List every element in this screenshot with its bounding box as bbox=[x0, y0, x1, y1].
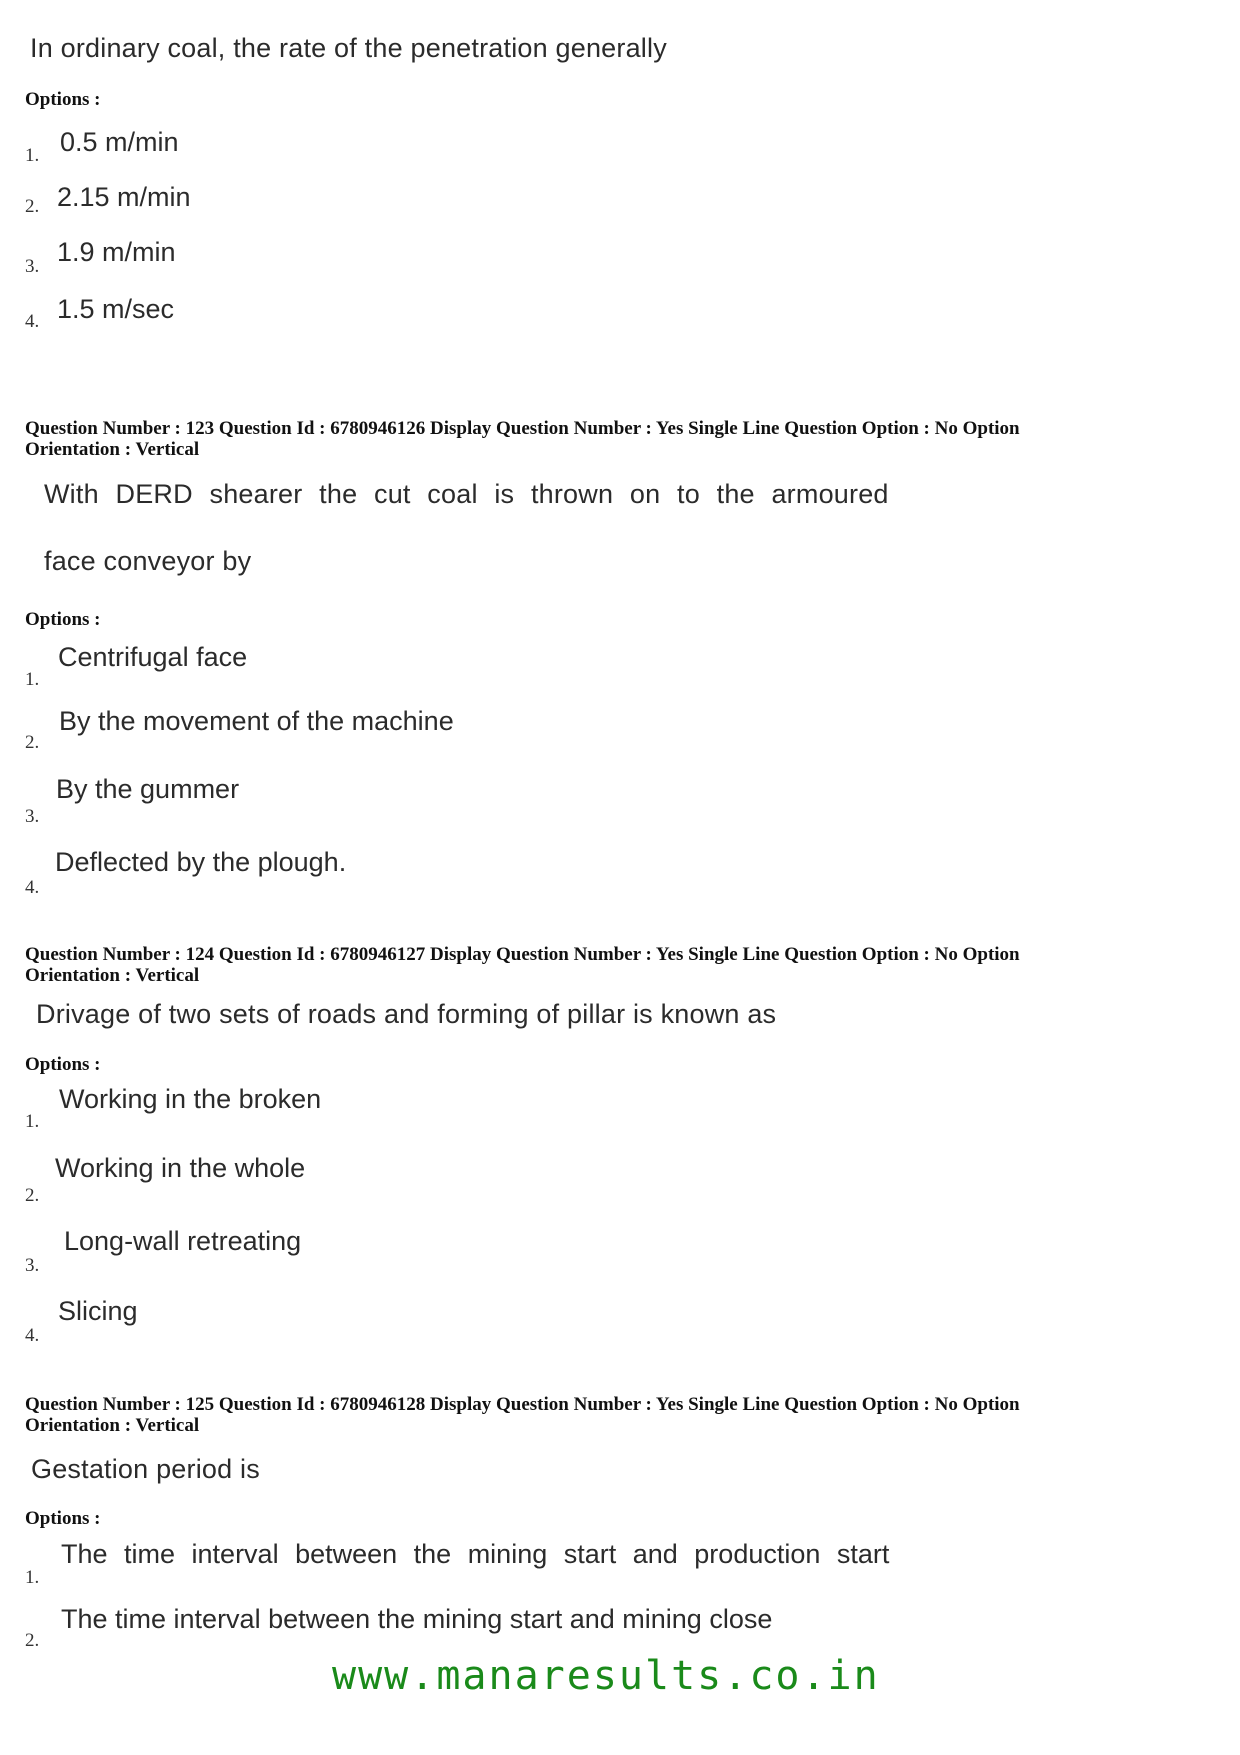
option-text: 1.5 m/sec bbox=[57, 294, 175, 324]
question-124-meta-line2: Orientation : Vertical bbox=[25, 965, 200, 986]
question-123-meta-line1: Question Number : 123 Question Id : 6780946126 Display Question Number : Yes Single Line Question Option : No Option bbox=[25, 418, 1020, 439]
option-number: 3. bbox=[25, 1255, 40, 1276]
option-number: 4. bbox=[25, 1325, 40, 1346]
option-number: 2. bbox=[25, 1630, 40, 1651]
question-124-text: Drivage of two sets of roads and forming of pillar is known as bbox=[36, 999, 777, 1029]
option-text: The time interval between the mining start and production start bbox=[61, 1539, 890, 1569]
option-text: Working in the whole bbox=[55, 1153, 306, 1183]
option-number: 1. bbox=[25, 1111, 40, 1132]
footer-url: www.manaresults.co.in bbox=[332, 1653, 880, 1699]
options-label: Options : bbox=[25, 1508, 101, 1529]
option-text: Slicing bbox=[58, 1296, 138, 1326]
option-number: 1. bbox=[25, 1567, 40, 1588]
option-number: 2. bbox=[25, 1185, 40, 1206]
option-number: 4. bbox=[25, 311, 40, 332]
options-label: Options : bbox=[25, 609, 101, 630]
question-125-text: Gestation period is bbox=[31, 1454, 260, 1484]
option-text: 2.15 m/min bbox=[57, 182, 191, 212]
options-label: Options : bbox=[25, 89, 101, 110]
options-label: Options : bbox=[25, 1054, 101, 1075]
option-text: By the movement of the machine bbox=[59, 706, 454, 736]
question-125-meta-line2: Orientation : Vertical bbox=[25, 1415, 200, 1436]
option-text: 0.5 m/min bbox=[60, 127, 179, 157]
option-number: 2. bbox=[25, 196, 40, 217]
option-number: 2. bbox=[25, 732, 40, 753]
option-number: 1. bbox=[25, 669, 40, 690]
option-text: Deflected by the plough. bbox=[55, 847, 347, 877]
question-122-text: In ordinary coal, the rate of the penetration generally bbox=[30, 33, 667, 63]
question-123-text-line2: face conveyor by bbox=[44, 546, 252, 576]
option-number: 1. bbox=[25, 145, 40, 166]
option-number: 3. bbox=[25, 806, 40, 827]
question-123-text-line1: With DERD shearer the cut coal is thrown on to the armoured bbox=[44, 479, 889, 509]
option-number: 4. bbox=[25, 877, 40, 898]
option-number: 3. bbox=[25, 256, 40, 277]
option-text: Working in the broken bbox=[59, 1084, 322, 1114]
option-text: By the gummer bbox=[56, 774, 240, 804]
option-text: The time interval between the mining start and mining close bbox=[61, 1604, 773, 1634]
question-124-meta-line1: Question Number : 124 Question Id : 6780946127 Display Question Number : Yes Single Line Question Option : No Option bbox=[25, 944, 1020, 965]
question-123-meta-line2: Orientation : Vertical bbox=[25, 439, 200, 460]
question-125-meta-line1: Question Number : 125 Question Id : 6780946128 Display Question Number : Yes Single Line Question Option : No Option bbox=[25, 1394, 1020, 1415]
option-text: 1.9 m/min bbox=[57, 237, 176, 267]
option-text: Centrifugal face bbox=[58, 642, 248, 672]
option-text: Long-wall retreating bbox=[64, 1226, 302, 1256]
